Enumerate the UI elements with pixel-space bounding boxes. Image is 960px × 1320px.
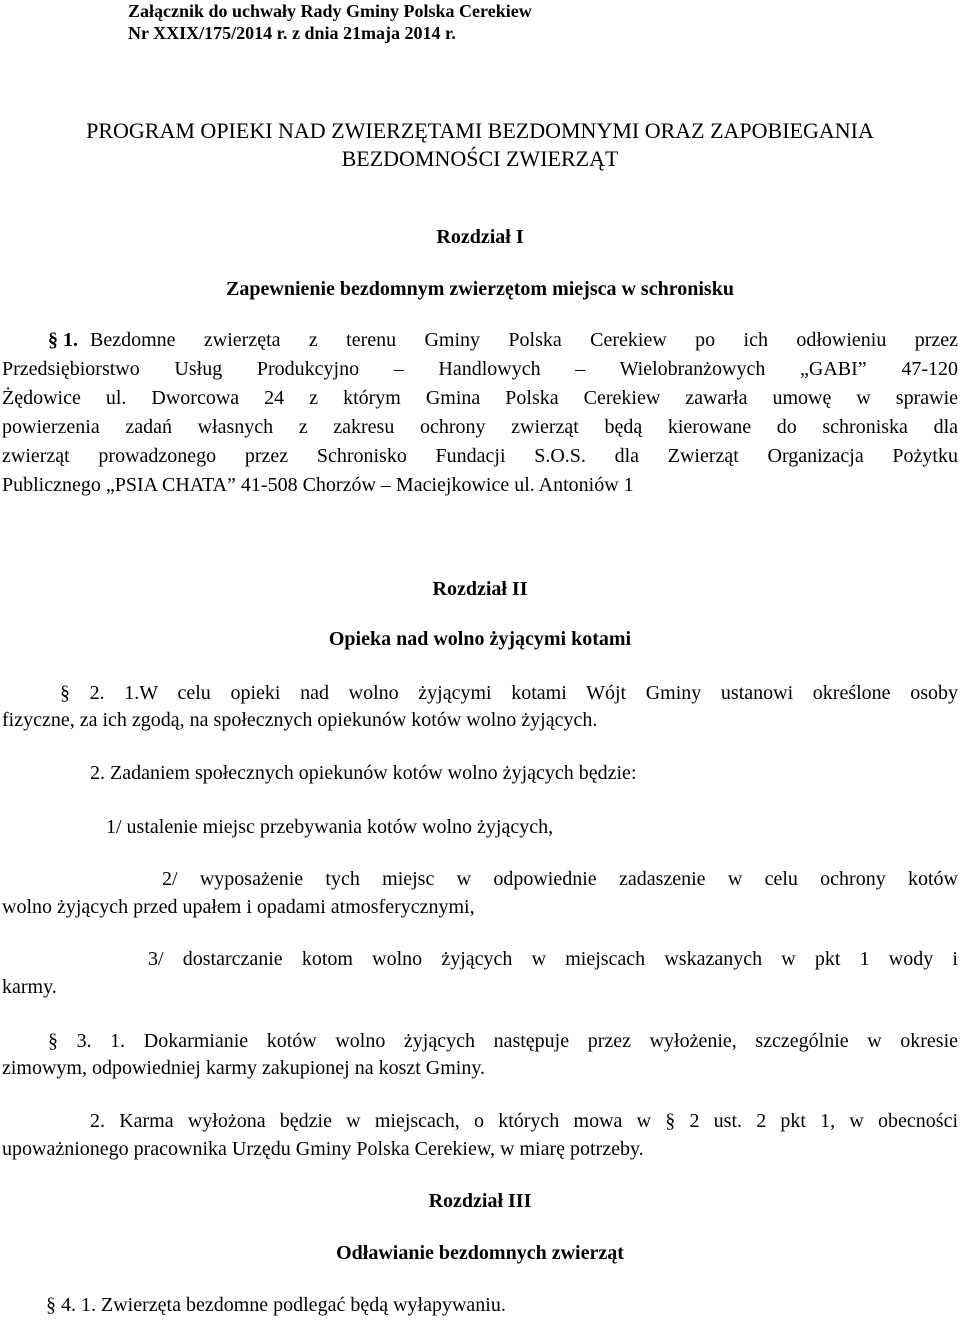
chapter-1-subtitle: Zapewnienie bezdomnym zwierzętom miejsca w schronisku (226, 278, 734, 300)
chapter-2-subtitle: Opieka nad wolno żyjącymi kotami (328, 628, 632, 650)
paragraph-1-line: Żędowice ul. Dworcowa 24 z którym Gmina Polska Cerekiew zawarła umowę w sprawie (2, 387, 958, 409)
paragraph-2-1-line: § 2. 1.W celu opieki nad wolno żyjącymi kotami Wójt Gminy ustanowi określone osoby (60, 682, 958, 704)
chapter-1-heading: Rozdział I (436, 226, 524, 248)
chapter-3-heading: Rozdział III (428, 1190, 532, 1212)
paragraph-3-2-line: 2. Karma wyłożona będzie w miejscach, o których mowa w § 2 ust. 2 pkt 1, w obecności (90, 1110, 958, 1132)
annex-header-line2: Nr XXIX/175/2014 r. z dnia 21maja 2014 r. (128, 23, 456, 43)
list-item-3-line: karmy. (2, 976, 57, 998)
paragraph-1-line: Bezdomne zwierzęta z terenu Gminy Polska Cerekiew po ich odłowieniu przez (90, 329, 958, 351)
annex-header-line1: Załącznik do uchwały Rady Gminy Polska Cerekiew (128, 1, 532, 21)
paragraph-1-line: powierzenia zadań własnych z zakresu ochrony zwierząt będą kierowane do schroniska dla (2, 416, 958, 438)
paragraph-4-1: § 4. 1. Zwierzęta bezdomne podlegać będą wyłapywaniu. (46, 1294, 506, 1316)
paragraph-1-line: Publicznego „PSIA CHATA” 41-508 Chorzów – Maciejkowice ul. Antoniów 1 (2, 474, 634, 496)
list-item-1: 1/ ustalenie miejsc przebywania kotów wolno żyjących, (106, 816, 554, 838)
paragraph-1-line: Przedsiębiorstwo Usług Produkcyjno – Handlowych – Wielobranżowych „GABI” 47-120 (2, 358, 958, 380)
paragraph-2-2: 2. Zadaniem społecznych opiekunów kotów wolno żyjących będzie: (90, 762, 637, 784)
paragraph-2-1-line: fizyczne, za ich zgodą, na społecznych opiekunów kotów wolno żyjących. (2, 709, 598, 731)
list-item-3-line: 3/ dostarczanie kotom wolno żyjących w miejscach wskazanych w pkt 1 wody i (148, 948, 958, 970)
paragraph-3-2-line: upoważnionego pracownika Urzędu Gminy Polska Cerekiew, w miarę potrzeby. (2, 1138, 644, 1160)
list-item-2-line: 2/ wyposażenie tych miejsc w odpowiednie zadaszenie w celu ochrony kotów (162, 868, 958, 890)
document-title-line2: BEZDOMNOŚCI ZWIERZĄT (341, 146, 619, 171)
paragraph-3-1-line: § 3. 1. Dokarmianie kotów wolno żyjących następuje przez wyłożenie, szczególnie w okresie (48, 1030, 958, 1052)
paragraph-3-1-line: zimowym, odpowiedniej karmy zakupionej na koszt Gminy. (2, 1057, 486, 1079)
chapter-3-subtitle: Odławianie bezdomnych zwierząt (336, 1242, 624, 1264)
chapter-2-heading: Rozdział II (432, 578, 528, 600)
list-item-2-line: wolno żyjących przed upałem i opadami atmosferycznymi, (2, 896, 475, 918)
paragraph-1-number: § 1. (48, 329, 78, 351)
paragraph-1-line: zwierząt prowadzonego przez Schronisko Fundacji S.O.S. dla Zwierząt Organizacja Pożytku (2, 445, 958, 467)
document-title-line1: PROGRAM OPIEKI NAD ZWIERZĘTAMI BEZDOMNYMI ORAZ ZAPOBIEGANIA (86, 118, 874, 143)
